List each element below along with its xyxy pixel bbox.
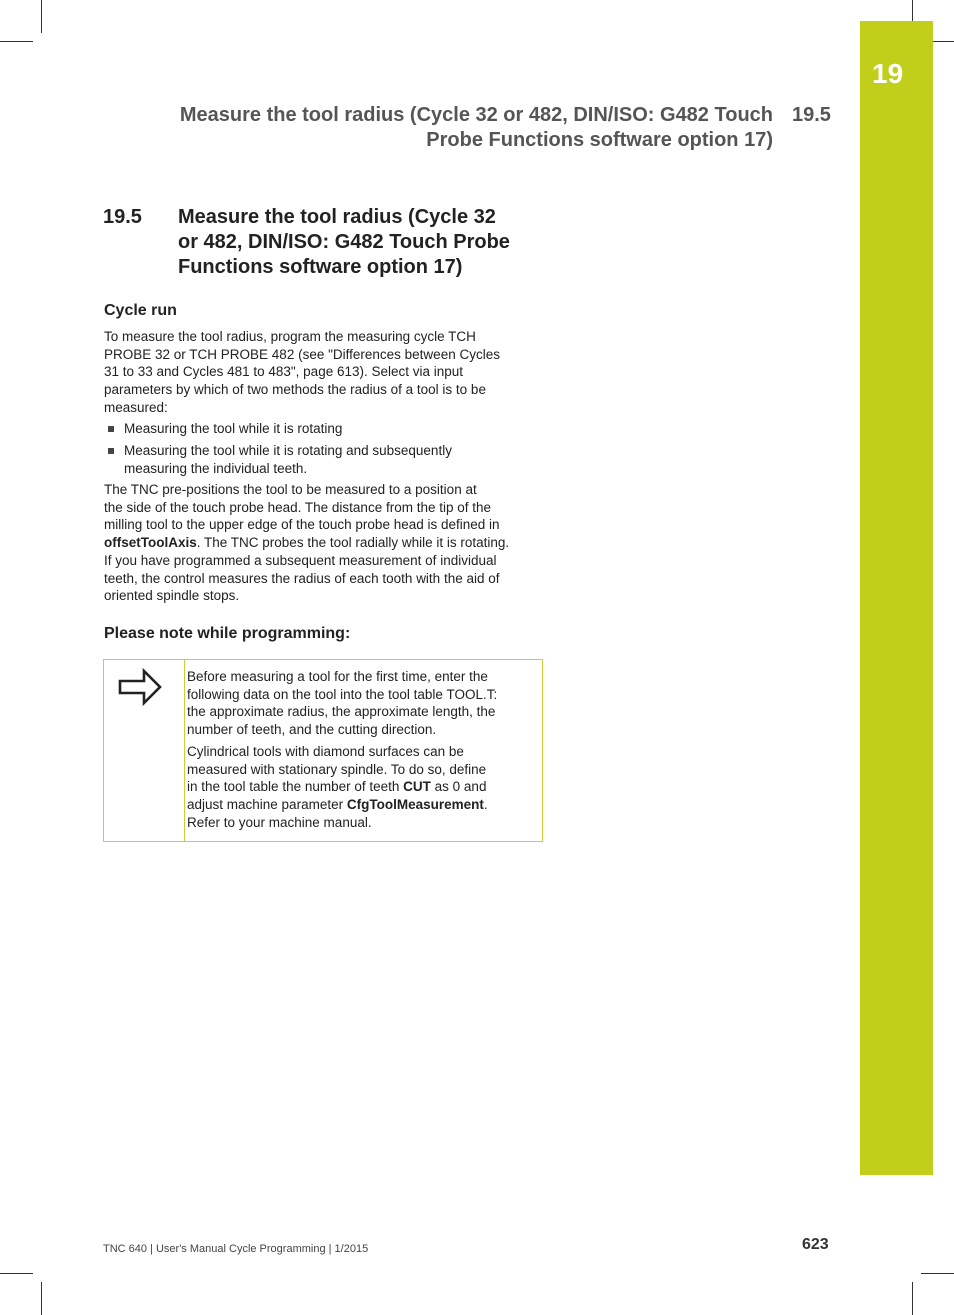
page-number: 623 [802, 1236, 829, 1253]
text-line [187, 778, 532, 796]
text-line [187, 796, 532, 814]
text-line: parameters by which of two methods the radius of a tool is to be [104, 382, 486, 398]
text-line: The TNC pre-positions the tool to be measured to a position at [104, 482, 477, 497]
bullet-square-icon [108, 426, 114, 432]
chapter-tab [860, 21, 933, 1175]
text-fragment: . The TNC probes the tool radially while it is rotating. [196, 535, 510, 551]
text-line: the approximate radius, the approximate length, the [187, 704, 496, 720]
note-divider [184, 659, 185, 842]
parameter-name: offsetToolAxis [104, 535, 197, 551]
crop-mark [0, 41, 33, 42]
parameter-name: CUT [403, 779, 431, 795]
text-line: teeth, the control measures the radius of each tooth with the aid of [104, 570, 500, 586]
text-fragment: adjust machine parameter [187, 797, 347, 813]
running-header-line: Probe Functions software option 17) [426, 129, 773, 151]
text-fragment: in the tool table the number of teeth [187, 779, 404, 795]
section-title-line: or 482, DIN/ISO: G482 Touch Probe [178, 231, 510, 253]
text-line: PROBE 32 or TCH PROBE 482 (see "Differences between Cycles [104, 346, 500, 362]
running-header-title [153, 103, 773, 153]
crop-mark [921, 1273, 954, 1274]
text-line: the side of the touch probe head. The distance from the tip of the [104, 499, 492, 515]
text-line: oriented spindle stops. [104, 588, 240, 604]
text-line [104, 534, 544, 552]
text-line: milling tool to the upper edge of the touch probe head is defined in [104, 517, 500, 533]
text-line: If you have programmed a subsequent measurement of individual [104, 552, 497, 568]
text-line: measured with stationary spindle. To do so, define [187, 761, 487, 777]
crop-mark [0, 1273, 33, 1274]
section-title [178, 205, 558, 280]
text-fragment: . [483, 797, 488, 813]
text-line: Measuring the tool while it is rotating and subsequently [124, 443, 452, 458]
crop-mark [912, 1282, 913, 1315]
running-header-section-number: 19.5 [792, 104, 831, 126]
list-item-text: Measuring the tool while it is rotating [124, 421, 343, 436]
note-paragraph [187, 668, 532, 739]
arrow-right-outline-icon [118, 668, 162, 708]
text-fragment: as 0 and [430, 779, 487, 795]
section-number: 19.5 [103, 206, 142, 228]
crop-mark [41, 0, 42, 33]
text-line: measured: [104, 399, 168, 415]
list-item-text [124, 442, 504, 477]
section-title-line: Functions software option 17) [178, 256, 463, 278]
text-line: measuring the individual teeth. [124, 460, 308, 476]
text-line: 31 to 33 and Cycles 481 to 483", page 613). Select via input [104, 364, 464, 380]
cycle-run-intro [104, 328, 544, 417]
text-line: Refer to your machine manual. [187, 814, 372, 830]
cycle-run-heading: Cycle run [104, 302, 177, 319]
text-line: following data on the tool into the tool table TOOL.T: [187, 686, 498, 702]
text-line: Before measuring a tool for the first time, enter the [187, 669, 488, 684]
bullet-square-icon [108, 448, 114, 454]
section-title-line: Measure the tool radius (Cycle 32 [178, 206, 496, 228]
running-header-line: Measure the tool radius (Cycle 32 or 482, DIN/ISO: G482 Touch [179, 104, 773, 126]
cycle-run-description [104, 481, 544, 605]
programming-heading: Please note while programming: [104, 625, 351, 642]
chapter-number: 19 [872, 58, 904, 89]
footer-text: TNC 640 | User's Manual Cycle Programming | 1/2015 [103, 1243, 369, 1255]
text-line: To measure the tool radius, program the measuring cycle TCH [104, 329, 476, 344]
parameter-name: CfgToolMeasurement [346, 797, 484, 813]
text-line: Cylindrical tools with diamond surfaces can be [187, 744, 464, 759]
note-paragraph [187, 743, 532, 832]
crop-mark [41, 1282, 42, 1315]
text-line: number of teeth, and the cutting direction. [187, 722, 437, 738]
